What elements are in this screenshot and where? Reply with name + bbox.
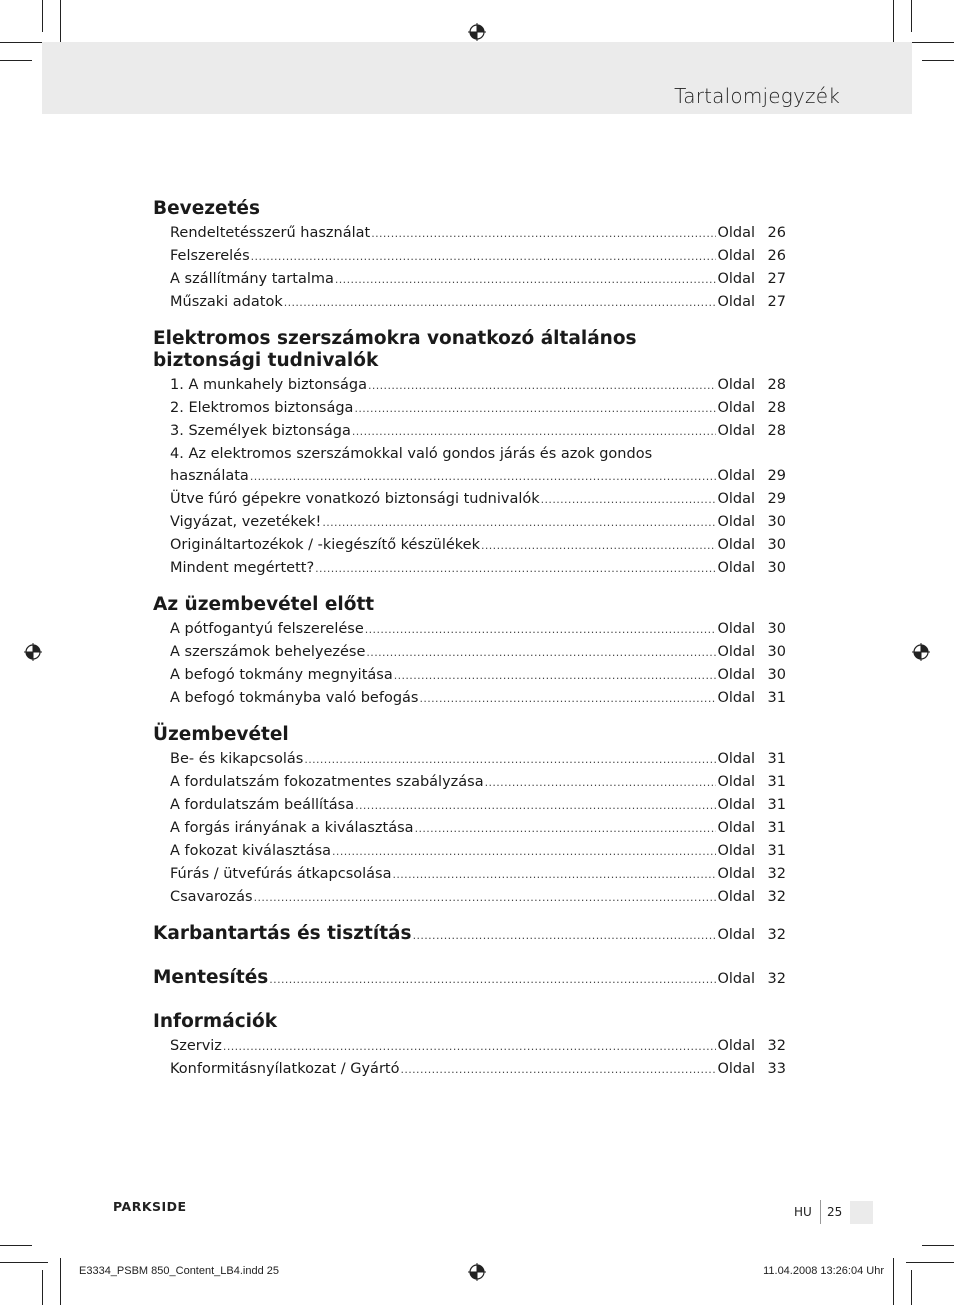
page-ref: 27 <box>767 294 786 310</box>
toc-entry[interactable] <box>170 245 786 268</box>
dot-leader <box>355 795 716 817</box>
crop-mark <box>911 0 912 32</box>
page-word: Oldal <box>717 514 755 530</box>
dot-leader <box>251 246 717 268</box>
page-ref: 28 <box>767 377 786 393</box>
dot-leader <box>400 1059 716 1081</box>
toc-entry[interactable] <box>170 557 786 580</box>
dot-leader <box>322 512 716 534</box>
entry-label: használata <box>170 468 249 484</box>
page-ref: 32 <box>767 889 786 905</box>
page-ref: 32 <box>767 1038 786 1054</box>
page-ref: 28 <box>767 423 786 439</box>
page-word: Oldal <box>717 248 755 264</box>
page-ref: 30 <box>767 537 786 553</box>
dot-leader <box>269 973 716 986</box>
page-word: Oldal <box>717 644 755 660</box>
entry-label: Konformitásnyílatkozat / Gyártó <box>170 1061 400 1077</box>
toc-section <box>153 967 786 989</box>
page-word: Oldal <box>717 1038 755 1054</box>
section-title: Karbantartás és tisztítás <box>153 923 412 944</box>
toc-section <box>153 328 786 580</box>
page-word: Oldal <box>717 751 755 767</box>
page-number-box <box>850 1201 873 1224</box>
entry-label: Mindent megértett? <box>170 560 315 576</box>
entry-label: Origináltartozékok / -kiegészítő készülékek <box>170 537 480 553</box>
crop-mark <box>42 1270 43 1305</box>
dot-leader <box>365 619 717 641</box>
section-title: Mentesítés <box>153 967 269 988</box>
toc-entry[interactable] <box>170 664 786 687</box>
page-ref: 31 <box>767 797 786 813</box>
entry-label: Be- és kikapcsolás <box>170 751 304 767</box>
page-word: Oldal <box>717 667 755 683</box>
crop-mark <box>60 0 61 48</box>
page-word: Oldal <box>717 866 755 882</box>
toc-section <box>153 724 786 909</box>
page-word: Oldal <box>717 774 755 790</box>
dot-leader <box>223 1036 717 1058</box>
page-word: Oldal <box>717 271 755 287</box>
dot-leader <box>352 421 717 443</box>
dot-leader <box>332 841 716 863</box>
page-word: Oldal <box>717 1061 755 1077</box>
date-slug: 11.04.2008 13:26:04 Uhr <box>763 1265 884 1277</box>
brand-logo: PARKSIDE <box>113 1199 187 1214</box>
page-ref: 31 <box>767 751 786 767</box>
footer-divider <box>820 1200 821 1224</box>
toc-entries <box>153 748 786 909</box>
file-slug: E3334_PSBM 850_Content_LB4.indd 25 <box>79 1265 279 1277</box>
section-title: biztonsági tudnivalók <box>153 350 379 371</box>
toc-entry[interactable] <box>170 817 786 840</box>
crop-mark <box>893 0 894 48</box>
page-word: Oldal <box>717 560 755 576</box>
page-ref: 32 <box>767 927 786 943</box>
toc-section <box>153 198 786 314</box>
page-word: Oldal <box>717 537 755 553</box>
toc-entry[interactable] <box>170 291 786 314</box>
dot-leader <box>335 269 717 291</box>
dot-leader <box>368 375 716 397</box>
crop-mark <box>906 1262 954 1263</box>
entry-label: Ütve fúró gépekre vonatkozó biztonsági tudnivalók <box>170 491 540 507</box>
dot-leader <box>541 489 717 511</box>
page-word: Oldal <box>717 971 755 987</box>
entry-label: A befogó tokmányba való befogás <box>170 690 419 706</box>
dot-leader <box>254 887 717 909</box>
crop-mark <box>922 60 954 61</box>
toc-entry[interactable] <box>170 420 786 443</box>
entry-label: 3. Személyek biztonsága <box>170 423 351 439</box>
page-word: Oldal <box>717 690 755 706</box>
toc-section-row[interactable] <box>153 923 786 945</box>
toc-entry[interactable] <box>170 534 786 557</box>
crop-mark <box>0 42 48 43</box>
entry-label: Csavarozás <box>170 889 253 905</box>
dot-leader <box>366 642 716 664</box>
page-ref: 31 <box>767 690 786 706</box>
entry-label: Fúrás / ütvefúrás átkapcsolása <box>170 866 392 882</box>
toc-entry[interactable] <box>170 886 786 909</box>
page-word: Oldal <box>717 491 755 507</box>
crop-mark <box>893 1258 894 1305</box>
dot-leader <box>419 688 716 710</box>
crop-mark <box>0 1245 32 1246</box>
dot-leader <box>481 535 716 557</box>
toc-entry-line <box>170 443 786 465</box>
dot-leader <box>250 466 717 488</box>
dot-leader <box>392 864 716 886</box>
dot-leader <box>315 558 716 580</box>
toc-entry[interactable] <box>170 488 786 511</box>
page-ref: 30 <box>767 560 786 576</box>
page-ref: 32 <box>767 866 786 882</box>
page-ref: 26 <box>767 225 786 241</box>
entry-label: Felszerelés <box>170 248 250 264</box>
toc-entry[interactable] <box>170 794 786 817</box>
section-title: Bevezetés <box>153 198 260 219</box>
dot-leader <box>371 223 716 245</box>
toc-section <box>153 1011 786 1081</box>
toc-entry[interactable] <box>170 268 786 291</box>
dot-leader <box>304 749 716 771</box>
toc-entry[interactable] <box>170 618 786 641</box>
entry-label: 4. Az elektromos szerszámokkal való gondos járás és azok gondos <box>170 446 653 462</box>
toc-entry[interactable] <box>170 641 786 664</box>
toc-entry[interactable] <box>170 222 786 245</box>
crop-mark <box>0 60 32 61</box>
page-word: Oldal <box>717 377 755 393</box>
page-word: Oldal <box>717 423 755 439</box>
crop-mark <box>911 1270 912 1305</box>
page-word: Oldal <box>717 400 755 416</box>
crop-mark <box>60 1258 61 1305</box>
toc-entry[interactable] <box>170 374 786 397</box>
dot-leader <box>394 665 717 687</box>
dot-leader <box>415 818 717 840</box>
section-title: Az üzembevétel előtt <box>153 594 375 615</box>
toc-entry[interactable] <box>170 748 786 771</box>
entry-label: A szállítmány tartalma <box>170 271 334 287</box>
page-ref: 31 <box>767 843 786 859</box>
registration-mark-icon <box>912 643 930 661</box>
page-number: 25 <box>827 1205 843 1219</box>
toc-section-row[interactable] <box>153 967 786 989</box>
toc-entries <box>153 222 786 314</box>
table-of-contents <box>153 198 786 1095</box>
crop-mark <box>0 1262 48 1263</box>
page-word: Oldal <box>717 225 755 241</box>
toc-entry[interactable] <box>170 397 786 420</box>
page-word: Oldal <box>717 621 755 637</box>
page-word: Oldal <box>717 468 755 484</box>
page-ref: 31 <box>767 820 786 836</box>
entry-label: Műszaki adatok <box>170 294 283 310</box>
toc-entry[interactable] <box>170 1058 786 1081</box>
toc-entry[interactable] <box>170 465 786 488</box>
entry-label: A befogó tokmány megnyitása <box>170 667 393 683</box>
entry-label: A fokozat kiválasztása <box>170 843 332 859</box>
page-word: Oldal <box>717 927 755 943</box>
toc-section <box>153 923 786 945</box>
registration-mark-icon <box>468 1263 486 1281</box>
toc-entries <box>153 1035 786 1081</box>
page-ref: 32 <box>767 971 786 987</box>
dot-leader <box>354 398 716 420</box>
entry-label: Rendeltetésszerű használat <box>170 225 371 241</box>
page-word: Oldal <box>717 889 755 905</box>
section-title: Elektromos szerszámokra vonatkozó általános <box>153 328 637 349</box>
page-ref: 26 <box>767 248 786 264</box>
page-ref: 29 <box>767 468 786 484</box>
page-word: Oldal <box>717 797 755 813</box>
page-ref: 28 <box>767 400 786 416</box>
toc-section <box>153 594 786 710</box>
crop-mark <box>906 42 954 43</box>
entry-label: A fordulatszám fokozatmentes szabályzása <box>170 774 484 790</box>
entry-label: A pótfogantyú felszerelése <box>170 621 364 637</box>
dot-leader <box>413 929 717 942</box>
language-code: HU <box>794 1205 812 1219</box>
section-title: Üzembevétel <box>153 724 289 745</box>
dot-leader <box>284 292 717 314</box>
page-ref: 27 <box>767 271 786 287</box>
entry-label: A forgás irányának a kiválasztása <box>170 820 414 836</box>
page-title: Tartalomjegyzék <box>674 84 840 108</box>
entry-label: A szerszámok behelyezése <box>170 644 366 660</box>
entry-label: Szerviz <box>170 1038 222 1054</box>
toc-entry[interactable] <box>170 511 786 534</box>
section-title: Információk <box>153 1011 278 1032</box>
entry-label: 2. Elektromos biztonsága <box>170 400 354 416</box>
page-ref: 30 <box>767 667 786 683</box>
toc-entry[interactable] <box>170 840 786 863</box>
dot-leader <box>485 772 717 794</box>
page-ref: 33 <box>767 1061 786 1077</box>
toc-entry[interactable] <box>170 687 786 710</box>
page-ref: 30 <box>767 644 786 660</box>
crop-mark <box>922 1245 954 1246</box>
entry-label: A fordulatszám beállítása <box>170 797 355 813</box>
toc-entries <box>153 618 786 710</box>
registration-mark-icon <box>24 643 42 661</box>
toc-entry[interactable] <box>170 771 786 794</box>
page-word: Oldal <box>717 820 755 836</box>
entry-label: Vigyázat, vezetékek! <box>170 514 322 530</box>
entry-label: 1. A munkahely biztonsága <box>170 377 367 393</box>
toc-entry[interactable] <box>170 1035 786 1058</box>
crop-mark <box>42 0 43 32</box>
page-ref: 31 <box>767 774 786 790</box>
page-ref: 30 <box>767 514 786 530</box>
registration-mark-icon <box>468 23 486 41</box>
page-word: Oldal <box>717 294 755 310</box>
page-ref: 30 <box>767 621 786 637</box>
toc-entries <box>153 374 786 580</box>
page-word: Oldal <box>717 843 755 859</box>
page-ref: 29 <box>767 491 786 507</box>
toc-entry[interactable] <box>170 863 786 886</box>
